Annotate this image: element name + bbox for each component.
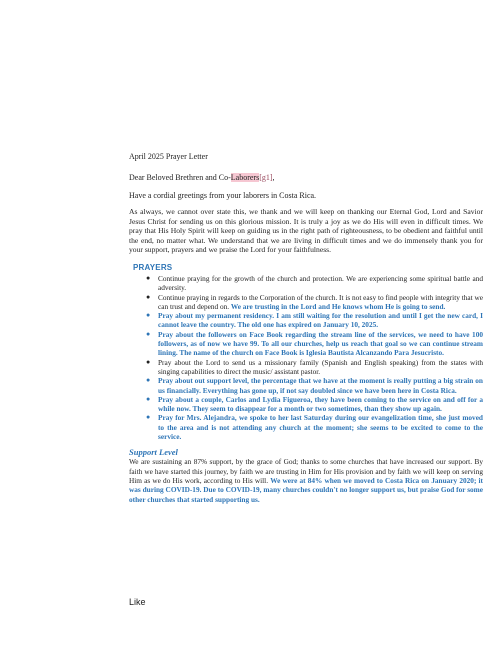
letter-date: April 2025 Prayer Letter [129, 152, 208, 161]
prayer-list [129, 274, 483, 441]
support-heading: Support Level [129, 447, 178, 458]
prayer-item [129, 358, 483, 377]
support-paragraph [129, 457, 483, 503]
comment-marker[interactable]: [g1] [259, 173, 273, 182]
bullet-icon: ● [146, 273, 151, 282]
support-text: We are sustaining an 87% support, by the grace of God; thanks to some churches that have increased our support. By faith we have started this journey, by faith we are trusting in Him for His provision and by faith we will keep on serving Him as we do His work, according to His will. [129, 457, 483, 485]
prayer-item [129, 274, 483, 293]
intro-paragraph: As always, we cannot over state this, we thank and we will keep on thanking our Eternal God, Lord and Savior Jesus Christ for sending us on this glorious mission. It is truly a joy as we do His will even in difficult times. We pray that His Holy Spirit will keep on guiding us in the right path of righteousness, to be obedient and faithful until the end, no matter what. We understand that we are living in difficult times and we do immensely thank you for your support, prayers and we praise the Lord for your faithfulness. [129, 207, 483, 255]
prayer-item [129, 311, 483, 330]
prayer-text: Continue praying in regards to the Corporation of the church. It is not easy to find people with integrity that we can trust and depend on. [158, 292, 483, 311]
salutation [129, 173, 483, 183]
bullet-icon: ● [146, 413, 151, 422]
highlighted-word[interactable]: Laborers [230, 173, 260, 182]
bullet-icon: ● [146, 311, 151, 320]
prayer-item [129, 413, 483, 441]
prayer-text: Pray about a couple, Carlos and Lydia Figueroa, they have been coming to the service on and off for a while now. They seem to disappear for a month or two sometimes, than they show up again. [158, 394, 483, 414]
prayer-item [129, 395, 483, 414]
bullet-icon: ● [146, 394, 151, 403]
prayer-text: Pray about my permanent residency. I am still waiting for the resolution and until I get the new card, I cannot leave the country. The old one has expired on January 10, 2025. [158, 311, 483, 330]
salutation-text: Dear Beloved Brethren and Co- [129, 173, 231, 182]
prayer-text: Pray about the Lord to send us a missionary family (Spanish and English speaking) from the states with singing capabilities to direct the music/ assistant pastor. [158, 357, 483, 376]
bullet-icon: ● [146, 376, 151, 385]
prayer-text-emphasis: We are trusting in the Lord and He knows whom He is going to send. [229, 301, 446, 311]
letter-body [129, 152, 483, 504]
bullet-icon: ● [146, 329, 151, 338]
salutation-punct: , [272, 173, 275, 182]
bullet-icon: ● [146, 292, 151, 301]
prayer-item [129, 330, 483, 358]
prayer-item [129, 376, 483, 395]
bullet-icon: ● [146, 357, 151, 366]
support-text-emphasis: We were at 84% when we moved to Costa Rica on January 2020; it was during COVID-19. Due to COVID-19, many churches couldn't no longer support us, but praise God for some other churches that started supporting us. [129, 475, 483, 504]
prayer-text: Pray for Mrs. Alejandra, we spoke to her last Saturday during our evangelization time, she just moved to the area and is not attending any church at the moment; she seems to be excited to come to the service. [158, 413, 483, 442]
prayer-item [129, 293, 483, 312]
prayer-text: Pray about out support level, the percentage that we have at the moment is really putting a big strain on us financially. Everything has gone up, if not say doubled since we have been here in Costa Rica. [158, 376, 483, 395]
like-button[interactable]: Like [129, 597, 146, 607]
prayers-heading: PRAYERS [133, 262, 173, 272]
greeting: Have a cordial greetings from your laborers in Costa Rica. [129, 191, 317, 200]
prayer-text: Pray about the followers on Face Book regarding the stream line of the services, we need to have 100 followers, as of now we have 99. To all our churches, help us reach that goal so we can continue stream lining. The name of the church on Face Book is Iglesia Bautista Alcanzando Para Jesucristo. [158, 329, 483, 358]
prayer-text: Continue praying for the growth of the church and protection. We are experiencing some spiritual battle and adversity. [158, 273, 483, 293]
